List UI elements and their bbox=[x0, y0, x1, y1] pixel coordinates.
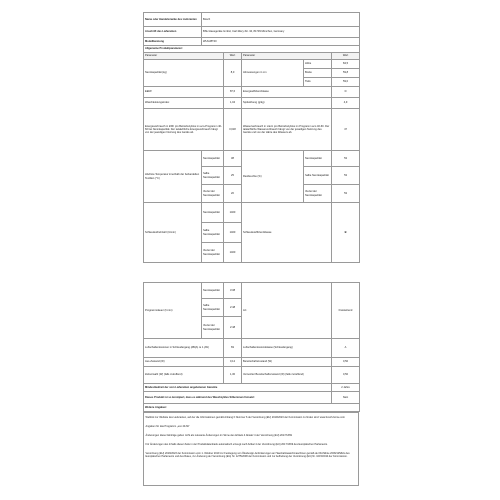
delay-value: 1,30 bbox=[224, 367, 242, 384]
width-value: 59,8 bbox=[332, 69, 360, 78]
supplier-label: Name oder Handelsmarke des Lieferanten bbox=[144, 13, 202, 27]
energy-row bbox=[144, 109, 360, 151]
program-full-label: Nennkapazität bbox=[202, 283, 224, 299]
spin-full-label: Nennkapazität bbox=[202, 203, 224, 223]
energy-class-value: D bbox=[332, 87, 360, 98]
model-value: WUU28T40 bbox=[202, 38, 360, 46]
temp-half-label: halbe Nennkapazität bbox=[202, 167, 224, 185]
col-param-2: Parameter bbox=[242, 53, 332, 60]
model-label: Modellkennung bbox=[144, 38, 202, 46]
section-row bbox=[144, 46, 360, 53]
delay-row bbox=[144, 367, 360, 384]
program-half-value: 2:48 bbox=[224, 299, 242, 317]
product-data-table-bottom bbox=[143, 282, 360, 412]
steam-row bbox=[144, 392, 360, 404]
spin-full-value: 1400 bbox=[224, 203, 242, 223]
energy-class-label: Energieeffizienzklasse bbox=[242, 87, 332, 98]
water-label: Wasserverbrauch in Litern pro Betriebszyklus im Programm eco 40-60. Der tatsächliche Wasserverbrauch hängt von der jeweiligen Nutzung des Geräts und von der Härte des Wassers ab. bbox=[242, 109, 332, 151]
spin-quarter-value: 1400 bbox=[224, 243, 242, 263]
temp-full-label: Nennkapazität bbox=[202, 151, 224, 167]
supplier-row bbox=[144, 13, 360, 27]
water-value: 47 bbox=[332, 109, 360, 151]
warranty-value: 2 Jahre bbox=[332, 384, 360, 392]
off-value: 0,12 bbox=[224, 358, 242, 367]
weblink-note: Weblink zur Website des Lieferanten, auf der die Informationen gemäß Anhang II Nummer 6 der Verordnung (EU) 2019/2023 der Kommission zu finden sind: www.bosch-home.com bbox=[145, 416, 345, 419]
spin-quarter-label: Viertel der Nennkapazität bbox=[202, 243, 224, 263]
wash-label: Waschleistungsindex bbox=[144, 98, 224, 109]
spin-class-value: B bbox=[332, 203, 360, 263]
depth-value: 59,0 bbox=[332, 78, 360, 87]
further-info-box bbox=[143, 412, 359, 486]
section-title: Allgemeine Produktparameter: bbox=[144, 46, 360, 53]
noise-value: 69 bbox=[224, 339, 242, 358]
supplier-value: Bosch bbox=[202, 13, 360, 27]
noise-label: Luftschallemissionen in Schleudergang (dB(A) re 1 pW) bbox=[144, 339, 224, 358]
address-label: Anschrift des Lieferanten bbox=[144, 27, 202, 38]
eei-label: EEIW bbox=[144, 87, 224, 98]
spin-class-label: Schleudereffizienzklasse bbox=[242, 203, 332, 263]
temp-quarter-value: 20 bbox=[224, 185, 242, 203]
product-data-table-top bbox=[143, 12, 360, 263]
changes-note: Änderungen dieser Einträge gelten nicht als relevante Änderungen im Sinne des Artikels 4 Absatz 4 der Verordnung (EU) 2017/1369 bbox=[145, 434, 292, 438]
steam-value: Nein bbox=[332, 392, 360, 404]
address-value: BSH Hausgeräte GmbH, Carl-Wery-Str. 34, 81739 München, Germany bbox=[202, 27, 360, 38]
temp-row-1 bbox=[144, 151, 360, 167]
col-param-1: Parameter bbox=[144, 53, 224, 60]
noise-row bbox=[144, 339, 360, 358]
height-label: Höhe bbox=[304, 60, 332, 69]
temp-full-value: 38 bbox=[224, 151, 242, 167]
program-label: Programmdauer (h:min) bbox=[144, 283, 202, 339]
program-row-1 bbox=[144, 283, 360, 299]
spin-row-1 bbox=[144, 203, 360, 223]
temp-half-value: 25 bbox=[224, 167, 242, 185]
off-label: Aus-Zustand (W) bbox=[144, 358, 224, 367]
col-value-2: Wert bbox=[332, 53, 360, 60]
energy-label: Energieverbrauch in kWh pro Betriebszyklus im eco-Programm 40-60 bei Nennkapazität. Der tatsächliche Energieverbrauch hängt von der jeweiligen Nutzung des Geräts ab. bbox=[144, 109, 224, 151]
networked-standby-label: Vernetzter Bereitschaftszustand (W) (falls zutreffend) bbox=[242, 367, 332, 384]
moisture-quarter-label: Viertel der Nennkapazität bbox=[304, 185, 332, 203]
wash-row bbox=[144, 98, 360, 109]
moisture-half-label: halbe Nennkapazität bbox=[304, 167, 332, 185]
dims-row-1 bbox=[144, 60, 360, 69]
temp-label: Höchste Temperatur innerhalb der behandelten Textilien (°C) bbox=[144, 151, 202, 203]
regulation-note: Verordnung (EU) 2019/2023 der Kommission vom 1. Oktober 2019 zur Festlegung von Ökodesign-Anforderungen an Haushaltswaschmaschinen gemäß der Richtlinie 2009/125/EG des Europäischen Parlaments und des Rates, zur Änderung der Verordnung (EG) Nr. 1275/2008 der Kommission und zur Aufhebung der Verordnung (EU) Nr. 1015/2010 der Kommission. bbox=[145, 452, 350, 459]
depth-label: Tiefe bbox=[304, 78, 332, 87]
moisture-full-label: Nennkapazität bbox=[304, 151, 332, 167]
spin-half-label: halbe Nennkapazität bbox=[202, 223, 224, 243]
footer-title: Weitere Angaben: bbox=[144, 404, 360, 412]
steam-label: Dieses Produkt ist so konzipiert, dass es während des Waschzyklus Silberionen freisetzt bbox=[144, 392, 332, 404]
eei-value: 87,6 bbox=[224, 87, 242, 98]
rinse-label: Spülwirkung (g/kg) bbox=[242, 98, 332, 109]
type-label: Art bbox=[242, 283, 332, 339]
rinse-value: 4,9 bbox=[332, 98, 360, 109]
moisture-half-value: 53 bbox=[332, 167, 360, 185]
moisture-quarter-value: 53 bbox=[332, 185, 360, 203]
eei-row bbox=[144, 87, 360, 98]
model-row bbox=[144, 38, 360, 46]
height-value: 84,5 bbox=[332, 60, 360, 69]
wash-value: 1,04 bbox=[224, 98, 242, 109]
standby-value: 0,50 bbox=[332, 358, 360, 367]
width-label: Breite bbox=[304, 69, 332, 78]
energy-value: 0,618 bbox=[224, 109, 242, 151]
temp-quarter-label: Viertel der Nennkapazität bbox=[202, 185, 224, 203]
spin-half-value: 1400 bbox=[224, 223, 242, 243]
capacity-label: Nennkapazität (kg) bbox=[144, 60, 224, 87]
header-row bbox=[144, 53, 360, 60]
program-quarter-label: Viertel der Nennkapazität bbox=[202, 317, 224, 339]
footer-title-row bbox=[144, 404, 360, 412]
networked-standby-value: 0,50 bbox=[332, 367, 360, 384]
noise-class-value: A bbox=[332, 339, 360, 358]
spin-label: Schleuderdrehzahl (U/min) bbox=[144, 203, 202, 263]
col-value-1: Wert bbox=[224, 53, 242, 60]
off-row bbox=[144, 358, 360, 367]
standby-label: Bereitschaftszustand (W) bbox=[242, 358, 332, 367]
dims-label: Abmessungen in cm bbox=[242, 60, 304, 87]
program-full-value: 3:38 bbox=[224, 283, 242, 299]
delay-label: Zeitvorwahl (W) (falls zutreffend) bbox=[144, 367, 224, 384]
capacity-value: 8,0 bbox=[224, 60, 242, 87]
address-row bbox=[144, 27, 360, 38]
moisture-label: Restfeuchte (%) bbox=[242, 151, 304, 203]
eco-program-note: Angaben für das Programm „eco 40-60“ bbox=[145, 425, 190, 429]
type-value: Freistehend bbox=[332, 283, 360, 339]
noise-class-label: Luftschallemissionsklasse (Schleudergang) bbox=[242, 339, 332, 358]
moisture-full-value: 53 bbox=[332, 151, 360, 167]
warranty-label: Mindestlaufzeit der vom Lieferanten angebotenen Garantie bbox=[144, 384, 332, 392]
program-quarter-value: 2:48 bbox=[224, 317, 242, 339]
program-half-label: halbe Nennkapazität bbox=[202, 299, 224, 317]
database-note: Für Änderungen des Inhalts dieser Zeile in der Produktdatenbank automatisch erzeugt nach Artikel 4 der Verordnung (EU) 2017/1369 des Europäischen Parlaments. bbox=[145, 443, 328, 447]
warranty-row bbox=[144, 384, 360, 392]
